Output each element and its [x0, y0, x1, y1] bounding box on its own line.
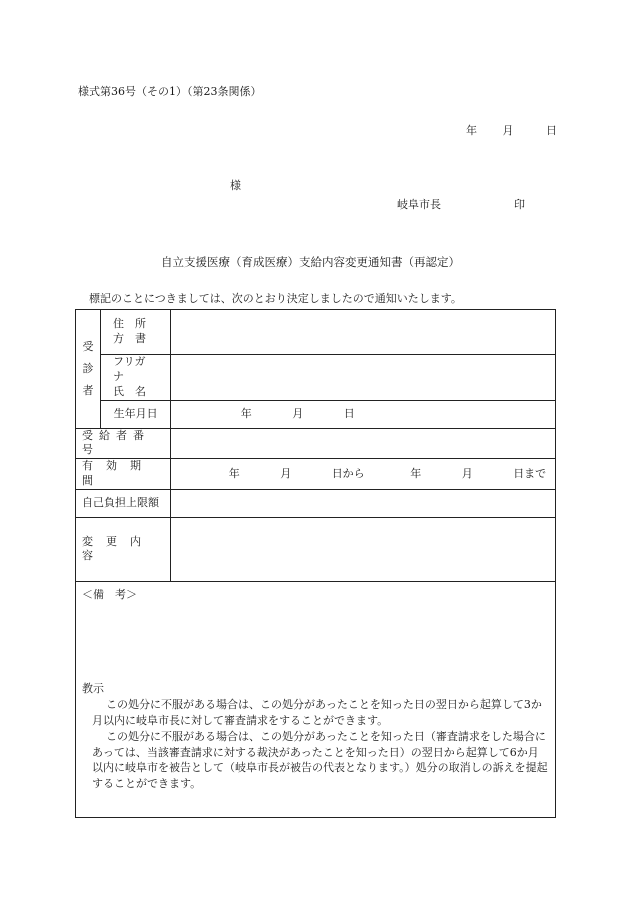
change-content-value[interactable] [171, 517, 556, 581]
notice-paragraph-2: この処分に不服がある場合は、この処分があったことを知った日（審査請求をした場合にあっては、当該審査請求に対する裁決があったことを知った日）の翌日から起算して6か月以内に岐阜市を被告として（岐阜市長が被告の代表となります。）処分の取消しの訴えを提起することができます。 [92, 729, 548, 791]
notice-paragraph-1: この処分に不服がある場合は、この処分があったことを知った日の翌日から起算して3か月以内に岐阜市長に対して審査請求をすることができます。 [92, 697, 542, 727]
beneficiary-number-label: 受給者番号 [76, 428, 171, 459]
birthdate-label: 生年月日 [101, 400, 171, 428]
validity-value[interactable] [171, 459, 556, 490]
form-number-header: 様式第36号（その1）（第23条関係） [78, 85, 262, 98]
valid-to-month: 月 [461, 466, 473, 480]
document-title: 自立支援医療（育成医療）支給内容変更通知書（再認定） [161, 255, 460, 269]
addressee-suffix: 様 [230, 179, 241, 192]
beneficiary-number-value[interactable] [171, 428, 556, 459]
remarks-label: ＜備 考＞ [82, 587, 137, 601]
name-row [76, 355, 556, 401]
date-day: 日 [546, 124, 557, 137]
notice-heading: 教示 [82, 681, 104, 695]
birth-year: 年 [240, 406, 252, 420]
remarks-row [76, 581, 556, 817]
birth-day: 日 [343, 406, 355, 420]
issuer-name: 岐阜市長 [397, 198, 441, 211]
name-value[interactable] [171, 355, 556, 401]
date-month: 月 [502, 124, 514, 137]
copay-limit-value[interactable] [171, 489, 556, 517]
address-label: 住 所 方 書 [101, 310, 171, 355]
beneficiary-number-row [76, 428, 556, 459]
notification-form-table [75, 309, 556, 818]
valid-to-day: 日まで [513, 466, 547, 480]
change-content-row [76, 517, 556, 581]
issue-date [466, 125, 557, 136]
remarks-cell [76, 581, 556, 817]
intro-text: 標記のことにつきましては、次のとおり決定しましたので通知いたします。 [89, 292, 462, 305]
copay-limit-label: 自己負担上限額 [76, 489, 171, 517]
address-row [76, 310, 556, 355]
validity-row [76, 459, 556, 490]
copay-limit-row [76, 489, 556, 517]
date-year: 年 [466, 124, 477, 137]
change-content-label: 変更内容 [76, 517, 171, 581]
seal-mark: 印 [514, 198, 525, 211]
valid-from-year: 年 [228, 466, 240, 480]
validity-label: 有効期間 [76, 459, 171, 490]
valid-from-day: 日から [331, 466, 365, 480]
valid-from-month: 月 [280, 466, 292, 480]
recipient-group-label: 受 診 者 [76, 310, 101, 429]
valid-to-year: 年 [410, 466, 422, 480]
name-label: フリガナ 氏 名 [101, 355, 171, 401]
birthdate-value[interactable] [171, 400, 556, 428]
birth-month: 月 [292, 406, 304, 420]
address-value[interactable] [171, 310, 556, 355]
birthdate-row [76, 400, 556, 428]
